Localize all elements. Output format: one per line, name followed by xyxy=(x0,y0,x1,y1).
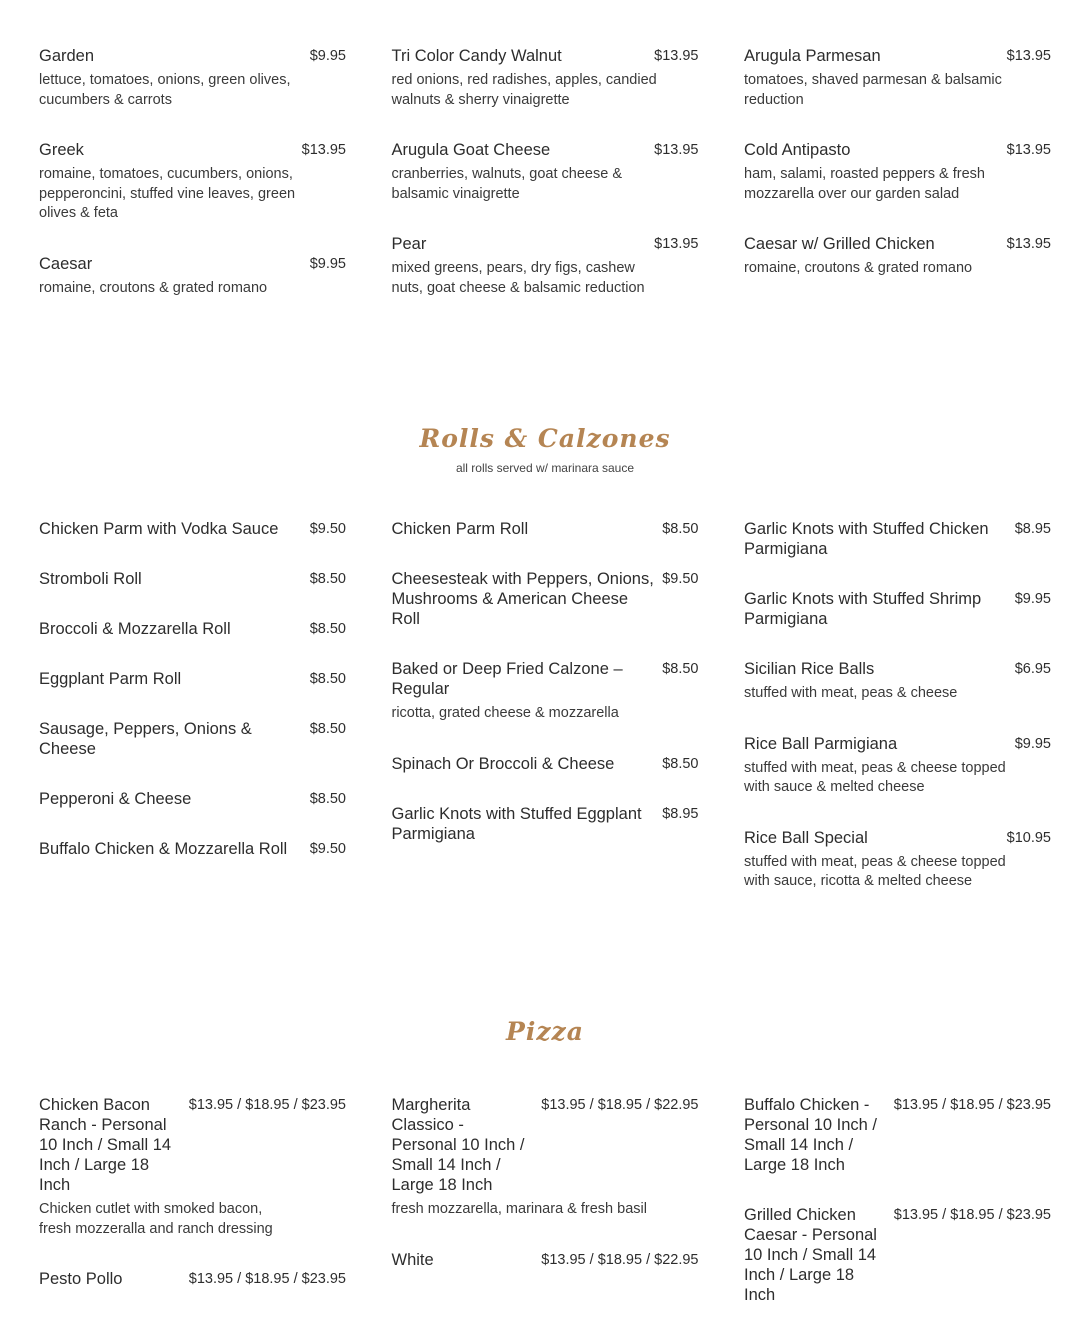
item-description: lettuce, tomatoes, onions, green olives, cucumbers & carrots xyxy=(39,72,291,108)
item-name: Cheesesteak with Peppers, Onions, Mushrooms & American Cheese Roll xyxy=(391,570,654,628)
item-description: red onions, red radishes, apples, candied walnuts & sherry vinaigrette xyxy=(391,72,657,108)
item-name: Greek xyxy=(39,141,84,159)
menu-item xyxy=(744,734,1051,798)
item-name: Garlic Knots with Stuffed Chicken Parmigiana xyxy=(744,520,989,558)
item-price: $13.95 / $18.95 / $23.95 xyxy=(188,1271,346,1287)
pizza-column-2 xyxy=(392,1095,699,1335)
menu-item xyxy=(392,1250,699,1270)
item-name: Broccoli & Mozzarella Roll xyxy=(39,620,231,638)
item-price: $13.95 / $18.95 / $23.95 xyxy=(188,1097,346,1113)
item-name: Spinach Or Broccoli & Cheese xyxy=(391,754,615,773)
rolls-column-2 xyxy=(392,519,699,922)
rolls-header xyxy=(0,424,1090,476)
menu-item xyxy=(39,719,346,759)
menu-item xyxy=(392,140,699,204)
item-description: stuffed with meat, peas & cheese topped with sauce, ricotta & melted cheese xyxy=(744,853,1006,889)
item-name: Grilled Chicken Caesar - Personal 10 Inch / Small 14 Inch / Large 18 Inch xyxy=(744,1206,877,1304)
item-name: Pear xyxy=(391,235,427,253)
item-description: romaine, croutons & grated romano xyxy=(744,260,973,276)
item-name: Rice Ball Parmigiana xyxy=(744,734,898,753)
item-description: stuffed with meat, peas & cheese xyxy=(744,685,958,701)
item-name: Arugula Parmesan xyxy=(744,47,881,65)
menu-item xyxy=(744,659,1051,704)
menu-item xyxy=(392,234,699,298)
item-price: $13.95 xyxy=(1006,236,1051,252)
menu-item xyxy=(392,754,699,774)
item-price: $8.50 xyxy=(662,755,699,772)
item-price: $13.95 xyxy=(1006,48,1051,64)
item-name: Sausage, Peppers, Onions & Cheese xyxy=(39,720,252,758)
menu-item xyxy=(744,140,1051,204)
item-price: $9.50 xyxy=(309,841,346,857)
item-price: $10.95 xyxy=(1006,829,1051,846)
pizza-column-1 xyxy=(39,1095,346,1335)
item-price: $8.50 xyxy=(309,621,346,637)
item-description: stuffed with meat, peas & cheese topped with sauce & melted cheese xyxy=(744,759,1006,795)
salads-column-3 xyxy=(744,46,1051,328)
salads-column-2 xyxy=(392,46,699,328)
rolls-section xyxy=(0,424,1090,889)
item-name: Chicken Parm with Vodka Sauce xyxy=(39,520,279,538)
item-price: $8.50 xyxy=(662,661,699,677)
menu-item xyxy=(392,46,699,110)
item-name: Buffalo Chicken - Personal 10 Inch / Small 14 Inch / Large 18 Inch xyxy=(744,1096,877,1174)
item-description: cranberries, walnuts, goat cheese & balsamic vinaigrette xyxy=(391,166,623,202)
rolls-column-1 xyxy=(39,519,346,922)
item-price: $13.95 xyxy=(301,142,346,158)
menu-item xyxy=(39,254,346,299)
item-name: Rice Ball Special xyxy=(744,828,868,847)
item-price: $8.50 xyxy=(309,571,346,587)
item-price: $8.50 xyxy=(309,791,346,807)
menu-item xyxy=(744,46,1051,110)
item-name: Chicken Parm Roll xyxy=(391,520,529,538)
pizza-columns xyxy=(39,1095,1051,1335)
item-description: mixed greens, pears, dry figs, cashew nuts, goat cheese & balsamic reduction xyxy=(391,260,645,296)
salads-columns xyxy=(39,46,1051,328)
section-title: Pizza xyxy=(506,1017,584,1046)
item-price: $9.95 xyxy=(309,255,346,272)
salads-column-1 xyxy=(39,46,346,328)
item-description: fresh mozzarella, marinara & fresh basil xyxy=(391,1201,647,1217)
item-price: $13.95 xyxy=(654,236,699,252)
pizza-column-3 xyxy=(744,1095,1051,1335)
section-title: Rolls & Calzones xyxy=(419,424,671,453)
item-price: $13.95 xyxy=(1006,142,1051,158)
item-price: $13.95 xyxy=(654,48,699,64)
menu-item xyxy=(744,1095,1051,1175)
item-description: romaine, croutons & grated romano xyxy=(39,279,268,296)
item-price: $8.50 xyxy=(309,721,346,737)
menu-item xyxy=(392,519,699,539)
menu-item xyxy=(392,569,699,629)
section-subtitle: all rolls served w/ marinara sauce xyxy=(455,461,635,475)
item-name: Arugula Goat Cheese xyxy=(391,141,551,159)
item-name: Buffalo Chicken & Mozzarella Roll xyxy=(39,840,288,858)
item-name: Stromboli Roll xyxy=(39,570,142,588)
item-price: $9.95 xyxy=(1014,735,1051,752)
menu-item xyxy=(392,659,699,724)
item-name: Pesto Pollo xyxy=(39,1270,123,1288)
menu-item xyxy=(39,619,346,639)
item-name: Garden xyxy=(39,47,95,65)
rolls-column-3 xyxy=(744,519,1051,922)
item-name: Pepperoni & Cheese xyxy=(39,790,192,808)
item-description: ricotta, grated cheese & mozzarella xyxy=(391,705,619,721)
menu-item xyxy=(392,804,699,844)
item-price: $13.95 / $18.95 / $23.95 xyxy=(893,1097,1051,1113)
rolls-columns xyxy=(39,519,1051,922)
menu-item xyxy=(39,519,346,539)
item-name: Chicken Bacon Ranch - Personal 10 Inch / Small 14 Inch / Large 18 Inch xyxy=(39,1096,172,1194)
item-price: $9.95 xyxy=(309,48,346,64)
item-price: $8.50 xyxy=(662,521,699,537)
menu-item xyxy=(39,140,346,224)
item-price: $9.50 xyxy=(662,571,699,587)
item-description: ham, salami, roasted peppers & fresh mozzarella over our garden salad xyxy=(744,166,985,202)
menu-item xyxy=(744,519,1051,559)
item-description: romaine, tomatoes, cucumbers, onions, pepperoncini, stuffed vine leaves, green olives & feta xyxy=(39,166,296,221)
menu-item xyxy=(39,1269,346,1289)
item-price: $13.95 / $18.95 / $22.95 xyxy=(541,1251,699,1268)
item-description: Chicken cutlet with smoked bacon, fresh mozzeralla and ranch dressing xyxy=(39,1201,273,1237)
item-name: Sicilian Rice Balls xyxy=(744,660,875,678)
pizza-header xyxy=(0,1017,1090,1047)
menu-item xyxy=(39,569,346,589)
menu-item xyxy=(39,1095,346,1239)
item-name: Garlic Knots with Stuffed Eggplant Parmigiana xyxy=(391,804,642,843)
item-price: $8.95 xyxy=(1014,521,1051,537)
menu-item xyxy=(744,828,1051,892)
item-name: White xyxy=(391,1250,434,1269)
item-name: Baked or Deep Fried Calzone – Regular xyxy=(391,660,623,698)
menu-item xyxy=(744,234,1051,279)
item-name: Margherita Classico - Personal 10 Inch / Small 14 Inch / Large 18 Inch xyxy=(391,1096,525,1194)
item-price: $13.95 / $18.95 / $23.95 xyxy=(893,1207,1051,1223)
item-description: tomatoes, shaved parmesan & balsamic reduction xyxy=(744,72,1002,108)
item-price: $9.95 xyxy=(1014,591,1051,607)
menu-item xyxy=(744,1205,1051,1305)
item-price: $13.95 xyxy=(654,142,699,158)
item-price: $8.95 xyxy=(662,805,699,822)
item-price: $9.50 xyxy=(309,521,346,537)
item-price: $13.95 / $18.95 / $22.95 xyxy=(541,1097,699,1113)
item-name: Garlic Knots with Stuffed Shrimp Parmigiana xyxy=(744,590,982,628)
item-name: Caesar xyxy=(39,254,93,273)
menu-item xyxy=(392,1095,699,1220)
menu-item xyxy=(744,589,1051,629)
item-name: Cold Antipasto xyxy=(744,141,851,159)
menu-item xyxy=(39,669,346,689)
menu-item xyxy=(39,789,346,809)
item-name: Eggplant Parm Roll xyxy=(39,670,182,688)
menu-item xyxy=(39,46,346,110)
item-name: Caesar w/ Grilled Chicken xyxy=(744,235,935,253)
item-price: $8.50 xyxy=(309,671,346,687)
item-name: Tri Color Candy Walnut xyxy=(391,47,562,65)
menu-item xyxy=(39,839,346,859)
item-price: $6.95 xyxy=(1014,661,1051,677)
pizza-section xyxy=(0,1017,1090,1304)
